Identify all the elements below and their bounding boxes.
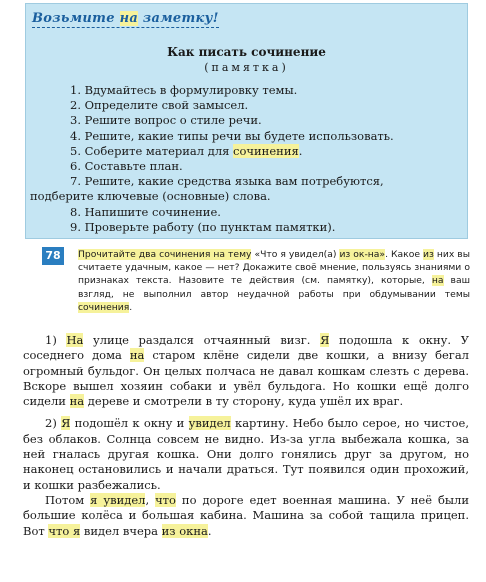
essay-text-run: старом клёне сидели две кошки, а внизу бегал огромный бульдог. Он целых полчаса не давал кошкам слезть с дерева. Вскоре вышел хозяин собаки и увёл бульдога. Но кошки ещё долго сидели: [23, 348, 469, 409]
note-title: [32, 11, 219, 28]
essay-text-run: по дороге едет военная машина. У неё были большие колёса и большая кабина. Машина за собой тащила прицеп. Вот: [23, 492, 469, 538]
memo-item-text: .: [298, 143, 303, 158]
memo-box: [25, 3, 468, 239]
essay-text-run: дереве и смотрели в ту сторону, куда ушёл их враг.: [84, 394, 404, 409]
memo-item: 6. Составьте план.: [70, 159, 183, 174]
memo-heading: Как писать сочинение: [167, 45, 326, 59]
essay-highlight: что я: [48, 523, 81, 538]
memo-item-continuation: подберите ключевые (основные) слова.: [30, 189, 271, 204]
essay-text-run: подошёл к окну и: [70, 416, 189, 431]
memo-item: 9. Проверьте работу (по пунктам памятки).: [70, 219, 336, 234]
task-text: . Какое: [385, 249, 423, 260]
essay-text-run: видел вчера: [80, 523, 162, 538]
essay-text-run: картину. Небо было серое, но чистое, без облаков. Солнца совсем не видно. Из-за угла выбежала кошка, за ней гналась другая кошка. Они долго гонялись друг за другом, но наконец остановились и начали драться. Тут появился один прохожий, и кошки разбежались.: [23, 416, 469, 492]
essay-paragraph-3: [23, 493, 469, 539]
essay-text-run: улице раздался отчаянный визг.: [83, 333, 321, 347]
task-text: «Что я увидел(а): [251, 249, 340, 260]
memo-item: 2. Определите свой замысел.: [70, 98, 249, 113]
essay-text-run: ,: [145, 492, 156, 507]
essay-text-run: 2): [45, 416, 62, 431]
note-title-part: заметку!: [138, 11, 219, 26]
note-title-highlight: на: [119, 11, 139, 26]
memo-item: 7. Решите, какие средства языка вам потребуются,: [70, 174, 384, 189]
memo-list: [30, 83, 461, 235]
essay-highlight: увидел: [188, 416, 231, 431]
task-highlight: на: [431, 275, 444, 287]
essay-highlight: Я: [61, 416, 71, 431]
essay-highlight: я увидел: [90, 492, 146, 507]
essay-highlight: на: [69, 394, 85, 409]
memo-item-highlight: сочинения: [233, 143, 299, 158]
exercise-number-badge: 78: [42, 247, 64, 265]
essay-highlight: что: [155, 492, 176, 507]
essay-highlight: Я: [320, 333, 330, 347]
task-text: .: [129, 301, 133, 313]
essay-paragraph-1: [23, 333, 469, 409]
task-highlight: из ок-на»: [339, 249, 386, 260]
task-highlight: из: [423, 249, 434, 260]
essay-text-run: подошла к окну. У соседнего дома: [23, 333, 469, 363]
essay-text-run: Потом: [45, 492, 91, 507]
essay-highlight: На: [66, 333, 84, 347]
essay-paragraph-2: [23, 416, 469, 492]
task-text: ваш взгляд, не выполнил автор неудачной работы при обдумывании темы: [78, 275, 471, 300]
essay-text: [23, 333, 469, 539]
essay-text-run: 1): [45, 333, 67, 347]
task-highlight: Прочитайте два сочинения на тему: [78, 249, 252, 260]
memo-item-text: 5. Соберите материал для: [70, 143, 234, 158]
exercise-task: [78, 248, 470, 314]
essay-text-run: .: [207, 523, 212, 538]
task-text: них вы считаете удачным, какое — нет? Докажите своё мнение, пользуясь знаниями о признаках текста. Назовите те действия (см. памятку), которые,: [78, 249, 470, 287]
essay-highlight: на: [129, 348, 145, 363]
memo-item: 8. Напишите сочинение.: [70, 204, 221, 219]
essay-highlight: из окна: [161, 523, 208, 538]
memo-item: 3. Решите вопрос о стиле речи.: [70, 113, 262, 128]
memo-item: 4. Решите, какие типы речи вы будете использовать.: [70, 128, 394, 143]
note-title-part: Возьмите: [32, 11, 120, 26]
memo-item: [30, 144, 461, 159]
memo-subheading: (памятка): [204, 61, 289, 74]
memo-item: 1. Вдумайтесь в формулировку темы.: [70, 83, 298, 97]
task-highlight: сочинения: [78, 301, 130, 313]
